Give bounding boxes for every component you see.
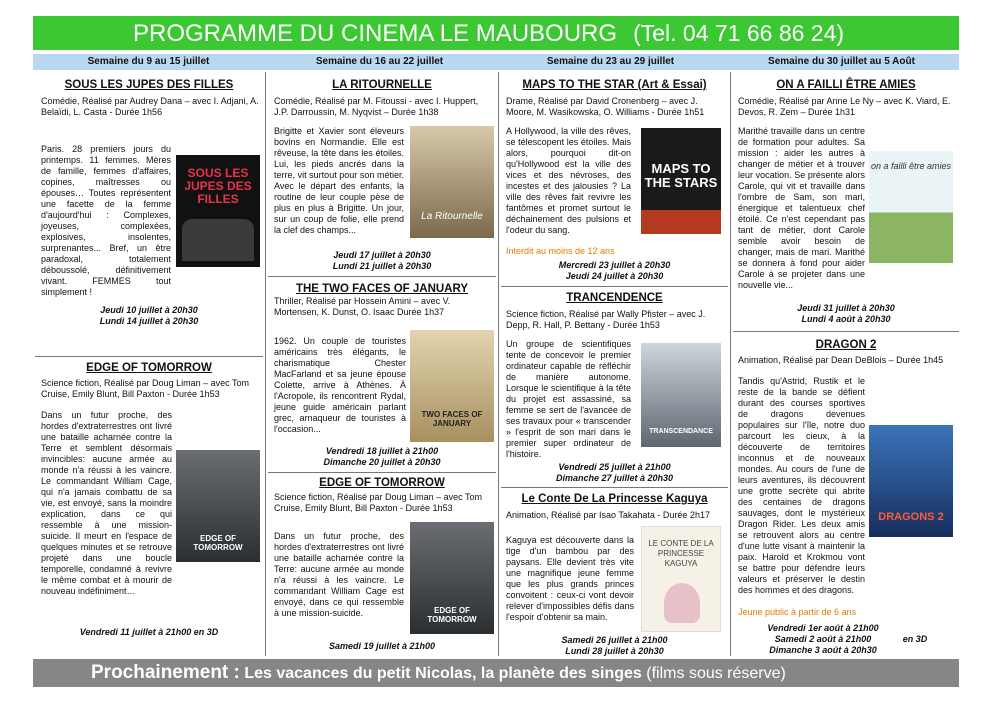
film-description: 1962. Un couple de touristes américains très élégants, le charismatique Chester MacFarland et sa jeune épouse Colette, arrive à Athènes. À l'Acropole, ils rencontrent Rydal, jeune guide américain parlant grec, arnaqueur de touristes à l'occasion... — [274, 336, 406, 434]
showtime: Jeudi 10 juillet à 20h30 — [100, 305, 198, 315]
column-divider — [498, 72, 499, 656]
age-note: Jeune public à partir de 6 ans — [738, 607, 857, 617]
film-credits: Animation, Réalisé par Isao Takahata - Durée 2h17 — [506, 510, 710, 520]
film-title: SOUS LES JUPES DES FILLES — [64, 79, 234, 91]
film-title: EDGE OF TOMORROW — [319, 477, 445, 489]
poster-title: LE CONTE DE LA PRINCESSE KAGUYA — [648, 539, 714, 568]
film-credits: Animation, Réalisé par Dean DeBlois – Durée 1h45 — [738, 355, 944, 365]
poster-edge-of-tomorrow — [176, 450, 260, 562]
week-header-bar — [33, 54, 959, 70]
film-description: Kaguya est découverte dans la tige d'un bambou par des paysans. Elle devient très vite une magnifique jeune femme que les plus grands princes convoitent : ceux-ci vont devoir relever d'impossibles défis dans l'espoir d'obtenir sa main. — [506, 535, 634, 622]
section-divider — [501, 286, 728, 287]
film-title: MAPS TO THE STAR (Art & Essai) — [522, 79, 707, 91]
section-divider — [501, 487, 728, 488]
showtimes — [35, 627, 263, 638]
film-credits: Thriller, Réalisé par Hossein Amini – avec V. Mortensen, K. Dunst, O. Isaac Durée 1h37 — [274, 296, 451, 317]
poster-title: EDGE OF TOMORROW — [427, 606, 477, 624]
film-title: THE TWO FACES OF JANUARY — [295, 283, 469, 295]
poster-title: MAPS TO THE STARS — [644, 161, 718, 190]
showtime: Samedi 26 juillet à 21h00 — [561, 635, 668, 645]
showtime: Vendredi 11 juillet à 21h00 en 3D — [79, 627, 219, 637]
section-divider — [733, 331, 959, 332]
film-description: Dans un futur proche, des hordes d'extraterrestres ont livré une bataille acharnée contre la Terre: aucune armée au monde n'a réussi à les vaincre. Le commandant William Cage est envoyé, dans ce qui ressemble à une mission-suicide. — [274, 531, 404, 618]
film-title: LA RITOURNELLE — [332, 79, 432, 91]
film-title: ON A FAILLI ÊTRE AMIES — [776, 79, 916, 91]
showtime: Lundi 14 juillet à 20h30 — [99, 316, 199, 326]
showtimes — [35, 305, 263, 327]
showtime: Vendredi 18 juillet à 21h00 — [325, 446, 439, 456]
poster-sous-les-jupes — [176, 155, 260, 267]
showtime: Lundi 4 août à 20h30 — [801, 314, 891, 324]
poster-title: on a failli être amies — [870, 161, 952, 171]
poster-title: TWO FACES OF JANUARY — [421, 410, 483, 428]
film-credits: Comédie, Réalisé par Anne Le Ny – avec K. Viard, E. Devos, R. Zem – Durée 1h31 — [738, 96, 951, 117]
film-description: A Hollywood, la ville des rêves, se télescopent les étoiles. Mais alors, pourquoi dit-on qu'Hollywood est la ville des vices et des névroses, des incestes et des jalousies ? La ville des rêves fait revivre les fantômes et promet surtout le déchainement des pulsions et l'odeur du sang. — [506, 126, 631, 235]
header-banner — [33, 16, 959, 50]
section-divider — [268, 276, 496, 277]
film-credits: Science fiction, Réalisé par Wally Pfister – avec J. Depp, R. Hall, P. Bettany - Durée 1h53 — [506, 309, 706, 330]
film-credits: Science fiction, Réalisé par Doug Liman – avec Tom Cruise, Emily Blunt, Bill Paxton - Durée 1h53 — [41, 378, 249, 399]
poster-title: La Ritournelle — [421, 211, 483, 222]
poster-maps-to-the-stars — [641, 128, 721, 234]
showtime: Samedi 19 juillet à 21h00 — [328, 641, 436, 651]
film-credits: Comédie, Réalisé par Audrey Dana – avec I. Adjani, A. Belaïdi, L. Casta - Durée 1h56 — [41, 96, 259, 117]
phone-number: (Tel. 04 71 66 86 24) — [633, 20, 845, 46]
film-title: EDGE OF TOMORROW — [86, 362, 212, 374]
poster-title: TRANSCENDANCE — [649, 428, 713, 435]
column-divider — [265, 72, 266, 656]
showtimes — [268, 446, 496, 468]
poster-dragon-2 — [869, 425, 953, 537]
poster-title: DRAGONS 2 — [878, 511, 944, 523]
week-label: Semaine du 16 au 22 juillet — [315, 56, 444, 67]
poster-on-a-failli — [869, 151, 953, 263]
film-title: Le Conte De La Princesse Kaguya — [521, 493, 708, 505]
showtime: Jeudi 17 juillet à 20h30 — [333, 250, 431, 260]
footer-banner — [33, 659, 959, 687]
page-title: PROGRAMME DU CINEMA LE MAUBOURG — [133, 20, 618, 47]
poster-edge-of-tomorrow — [410, 522, 494, 634]
showtime: Jeudi 31 juillet à 20h30 — [797, 303, 895, 313]
showtimes — [501, 635, 728, 657]
poster-la-ritournelle — [410, 126, 494, 238]
film-description: Marithé travaille dans un centre de formation pour adultes. Sa mission : aider les autres à changer de métier et à trouver leur vocation. Se présente alors Carole, qui vit et travaille dans l'ombre de Sam, son mari, énergique et talentueux chef étoilé. Ce n'est cependant pas tant de métier, dont Carole semble avoir besoin de changer, mais de mari. Marithé se donnera à fond pour aider Carole à se projeter dans une nouvelle vie... — [738, 126, 865, 290]
film-title: DRAGON 2 — [815, 339, 877, 351]
poster-trancendence — [641, 343, 721, 447]
showtimes — [501, 462, 728, 484]
showtimes — [268, 641, 496, 652]
film-description: Paris. 28 premiers jours du printemps. 11 femmes. Mères de famille, femmes d'affaires, copines, maîtresses ou épouses… Toutes représentent une facette de la femme d'aujourd'hui : Complexes, joyeuses, complexées, explosives, insolentes, surprenantes... Bref, un être paradoxal, totalement déboussolé, définitivement vivant. FEMMES tout simplement ! — [41, 144, 171, 297]
showtime: Vendredi 25 juillet à 21h00 — [558, 462, 671, 472]
film-description: Tandis qu'Astrid, Rustik et le reste de la bande se défient durant des courses sportives de dragons devenues populaires sur l'île, notre duo parcourt les cieux, à la découverte de territoires inconnus et de nouveaux mondes. Au cours de l'une de leurs aventures, ils découvrent une grotte secrète qui abrite des centaines de dragons sauvages, dont le mystérieux Dragon Rider. Les deux amis se retrouvent alors au centre d'une lutte visant à maintenir la paix. Harold et Krokmou vont se battre pour défendre leurs valeurs et préserver le destin des hommes et des dragons. — [738, 376, 865, 595]
section-divider — [268, 472, 496, 473]
showtime: Dimanche 27 juillet à 20h30 — [555, 473, 674, 483]
poster-title: EDGE OF TOMORROW — [193, 534, 243, 552]
week-label: Semaine du 30 juillet au 5 Août — [768, 56, 915, 67]
section-divider — [35, 356, 263, 357]
showtime-3d: en 3D — [902, 634, 928, 644]
poster-title: SOUS LES JUPES DES FILLES — [184, 166, 252, 206]
week-label: Semaine du 23 au 29 juillet — [546, 56, 675, 67]
column-divider — [730, 72, 731, 656]
film-credits: Comédie, Réalisé par M. Fitoussi - avec I. Huppert, J.P. Darroussin, M. Nyqvist – Durée 1h38 — [274, 96, 479, 117]
showtime: Lundi 28 juillet à 20h30 — [565, 646, 664, 656]
showtime: Dimanche 3 août à 20h30 — [769, 645, 877, 655]
showtime: Vendredi 1er août à 21h00 — [767, 623, 879, 633]
film-title: TRANCENDENCE — [566, 292, 663, 304]
week-label: Semaine du 9 au 15 juillet — [87, 56, 210, 67]
showtime: Lundi 21 juillet à 20h30 — [332, 261, 432, 271]
poster-kaguya — [641, 526, 721, 632]
poster-two-faces — [410, 330, 494, 442]
showtime: Jeudi 24 juillet à 20h30 — [565, 271, 664, 281]
film-credits: Science fiction, Réalisé par Doug Liman – avec Tom Cruise, Emily Blunt, Bill Paxton - Durée 1h53 — [274, 492, 482, 513]
film-credits: Drame, Réalisé par David Cronenberg – avec J. Moore, M. Wasikowska, O. Williams - Durée 1h51 — [506, 96, 705, 117]
showtimes — [733, 303, 959, 325]
showtime: Dimanche 20 juillet à 20h30 — [323, 457, 441, 467]
showtimes — [501, 260, 728, 282]
showtime: Mercredi 23 juillet à 20h30 — [558, 260, 671, 270]
film-description: Dans un futur proche, des hordes d'extraterrestres ont livré une bataille acharnée contre la Terre et semblent désormais invincibles: aucune armée au monde n'a réussi à les vaincre. Le commandant William Cage, qui n'a jamais combattu de sa vie, est envoyé, sans la moindre explication, dans ce qui ressemble à une mission-suicide. Il meurt en l'espace de quelques minutes et se retrouve projeté dans une boucle temporelle, condamné à revivre le même combat et à mourir de nouveau indéfiniment… — [41, 410, 172, 596]
film-description: Un groupe de scientifiques tente de concevoir le premier ordinateur capable de réfléchir de manière autonome. Lorsque le scientifique à la tête du projet est assassiné, sa femme se sert de l'avancée de ses travaux pour « transcender » l'esprit de son mari dans le premier super ordinateur de l'histoire. — [506, 339, 631, 459]
age-note: Interdit au moins de 12 ans — [506, 246, 615, 256]
showtimes — [733, 623, 913, 656]
showtime: Samedi 2 août à 21h00 — [774, 634, 872, 644]
film-description: Brigitte et Xavier sont éleveurs bovins en Normandie. Elle est rêveuse, la tête dans les étoiles. Lui, les pieds ancrés dans la terre, vit surtout pour son métier. Avec le départ des enfants, la routine de leur couple pèse de plus en plus à Brigitte. Un jour, sur un coup de folie, elle prend la clef des champs... — [274, 126, 404, 235]
footer-note: (films sous réserve) — [646, 665, 786, 682]
footer-lead: Prochainement : — [91, 662, 240, 683]
footer-upcoming: Les vacances du petit Nicolas, la planète des singes — [244, 665, 642, 682]
showtimes — [268, 250, 496, 272]
